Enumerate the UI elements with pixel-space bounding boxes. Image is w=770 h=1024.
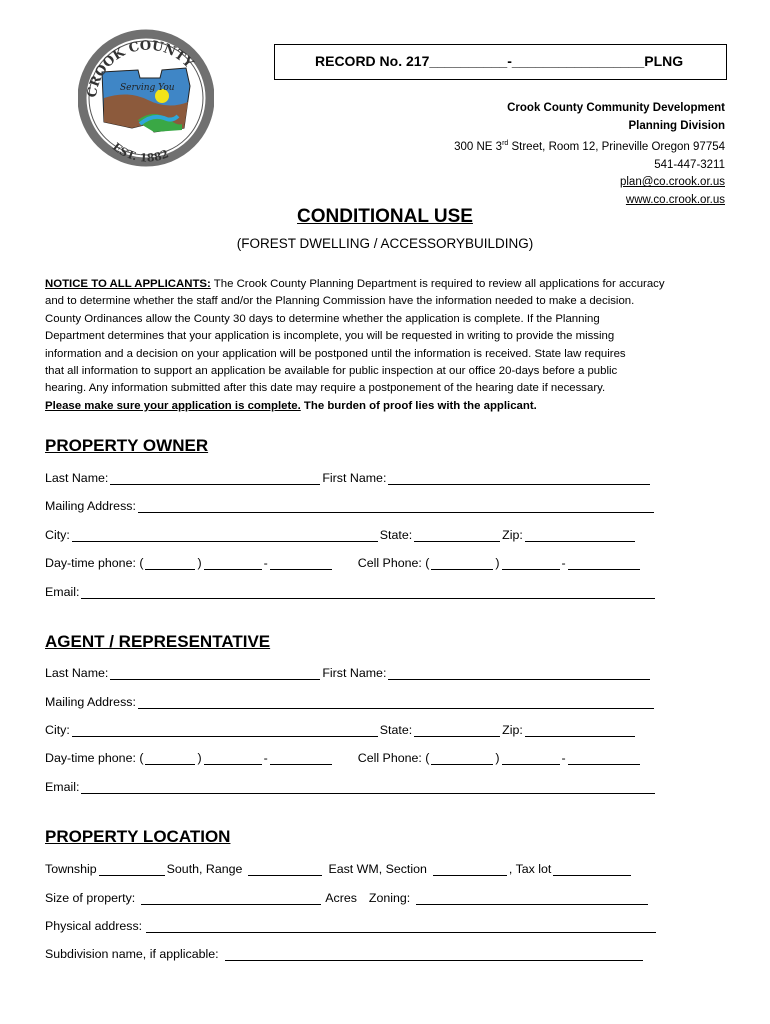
zoning-field[interactable] xyxy=(416,892,648,905)
owner-zip-field[interactable] xyxy=(525,529,635,542)
agent-zip-field[interactable] xyxy=(525,724,635,737)
owner-day-prefix-field[interactable] xyxy=(204,557,262,570)
owner-state-field[interactable] xyxy=(414,529,500,542)
street-address: 300 NE 3rd Street, Room 12, Prineville Oregon 97754 xyxy=(454,140,725,154)
owner-city-field[interactable] xyxy=(72,529,378,542)
seal-motto: Serving You xyxy=(120,83,175,93)
website-link[interactable]: www.co.crook.or.us xyxy=(625,193,725,206)
owner-day-area-code-field[interactable] xyxy=(145,557,195,570)
agent-email-field[interactable] xyxy=(81,781,655,794)
location-physical-row: Physical address: xyxy=(45,919,658,933)
tax-lot-field[interactable] xyxy=(553,863,631,876)
contact-block xyxy=(454,100,725,209)
section-heading-location: PROPERTY LOCATION xyxy=(45,827,231,846)
form-title: CONDITIONAL USE xyxy=(297,206,473,227)
record-number-box xyxy=(274,44,727,80)
division-name: Planning Division xyxy=(628,119,725,132)
agent-name-row: Last Name: First Name: xyxy=(45,666,652,680)
owner-email-row: Email: xyxy=(45,585,657,599)
agent-day-line-field[interactable] xyxy=(270,752,332,765)
phone-number: 541-447-3211 xyxy=(654,158,725,171)
section-field[interactable] xyxy=(433,863,507,876)
agent-mailing-row: Mailing Address: xyxy=(45,695,656,709)
notice-emphasis: Please make sure your application is complete. xyxy=(45,399,301,412)
section-heading-agent: AGENT / REPRESENTATIVE xyxy=(45,632,271,651)
owner-mailing-row: Mailing Address: xyxy=(45,499,656,513)
owner-cell-area-code-field[interactable] xyxy=(431,557,493,570)
agent-mailing-address-field[interactable] xyxy=(138,696,654,709)
agent-state-field[interactable] xyxy=(414,724,500,737)
subdivision-field[interactable] xyxy=(225,948,643,961)
owner-phone-row: Day-time phone: ( ) - Cell Phone: ( ) - xyxy=(45,556,642,570)
notice-closing: The burden of proof lies with the applicant. xyxy=(300,399,537,412)
location-subdivision-row: Subdivision name, if applicable: xyxy=(45,947,645,961)
owner-day-line-field[interactable] xyxy=(270,557,332,570)
notice-lead: NOTICE TO ALL APPLICANTS: xyxy=(45,278,211,290)
agent-city-field[interactable] xyxy=(72,724,378,737)
owner-cell-prefix-field[interactable] xyxy=(502,557,560,570)
township-field[interactable] xyxy=(99,863,165,876)
agent-cell-area-code-field[interactable] xyxy=(431,752,493,765)
svg-text:EST. 1882 xyxy=(110,140,171,164)
form-subtitle: (FOREST DWELLING / ACCESSORYBUILDING) xyxy=(236,236,534,251)
notice-paragraph: NOTICE TO ALL APPLICANTS: The Crook County Planning Department is required to review all applications for accuracy and to determine whether the staff and/or the Planning Commission have the information needed to make a decision. County Ordinances allow the County 30 days to determine whether the application is complete. If the Planning Department determines that your application is incomplete, you will be requested in writing to provide the missing information and a decision on your application will be postponed until the information is received. State law requires that all information to support an application be available for public inspection at our office 20-days before a public hearing. Any information submitted after this date may require a postponement of the hearing date if necessary. Please make sure your application is complete. The burden of proof lies with the applicant. xyxy=(45,278,665,412)
record-number-label: RECORD No. 217__________-_________________PLNG xyxy=(315,53,684,69)
crook-county-seal xyxy=(78,20,214,174)
seal-top-text: CROOK COUNTY xyxy=(84,38,196,99)
owner-name-row: Last Name: First Name: xyxy=(45,471,652,485)
owner-mailing-address-field[interactable] xyxy=(138,500,654,513)
owner-last-name-field[interactable] xyxy=(110,472,320,485)
owner-city-row: City: State: Zip: xyxy=(45,528,637,542)
agent-day-prefix-field[interactable] xyxy=(204,752,262,765)
agent-cell-prefix-field[interactable] xyxy=(502,752,560,765)
physical-address-field[interactable] xyxy=(146,920,656,933)
property-size-field[interactable] xyxy=(141,892,321,905)
agent-email-row: Email: xyxy=(45,780,657,794)
owner-first-name-field[interactable] xyxy=(388,472,650,485)
location-township-row: Township South, Range East WM, Section , Tax lot xyxy=(45,862,633,876)
agent-first-name-field[interactable] xyxy=(388,667,650,680)
email-link[interactable]: plan@co.crook.or.us xyxy=(619,176,725,189)
agent-phone-row: Day-time phone: ( ) - Cell Phone: ( ) - xyxy=(45,751,642,765)
section-heading-owner: PROPERTY OWNER xyxy=(45,436,209,455)
location-size-row: Size of property: Acres Zoning: xyxy=(45,891,650,905)
agent-day-area-code-field[interactable] xyxy=(145,752,195,765)
seal-est-text: EST. 1882 xyxy=(110,140,171,165)
owner-email-field[interactable] xyxy=(81,586,655,599)
org-name: Crook County Community Development xyxy=(507,102,725,114)
owner-cell-line-field[interactable] xyxy=(568,557,640,570)
agent-cell-line-field[interactable] xyxy=(568,752,640,765)
agent-last-name-field[interactable] xyxy=(110,667,320,680)
range-field[interactable] xyxy=(248,863,322,876)
agent-city-row: City: State: Zip: xyxy=(45,723,637,737)
